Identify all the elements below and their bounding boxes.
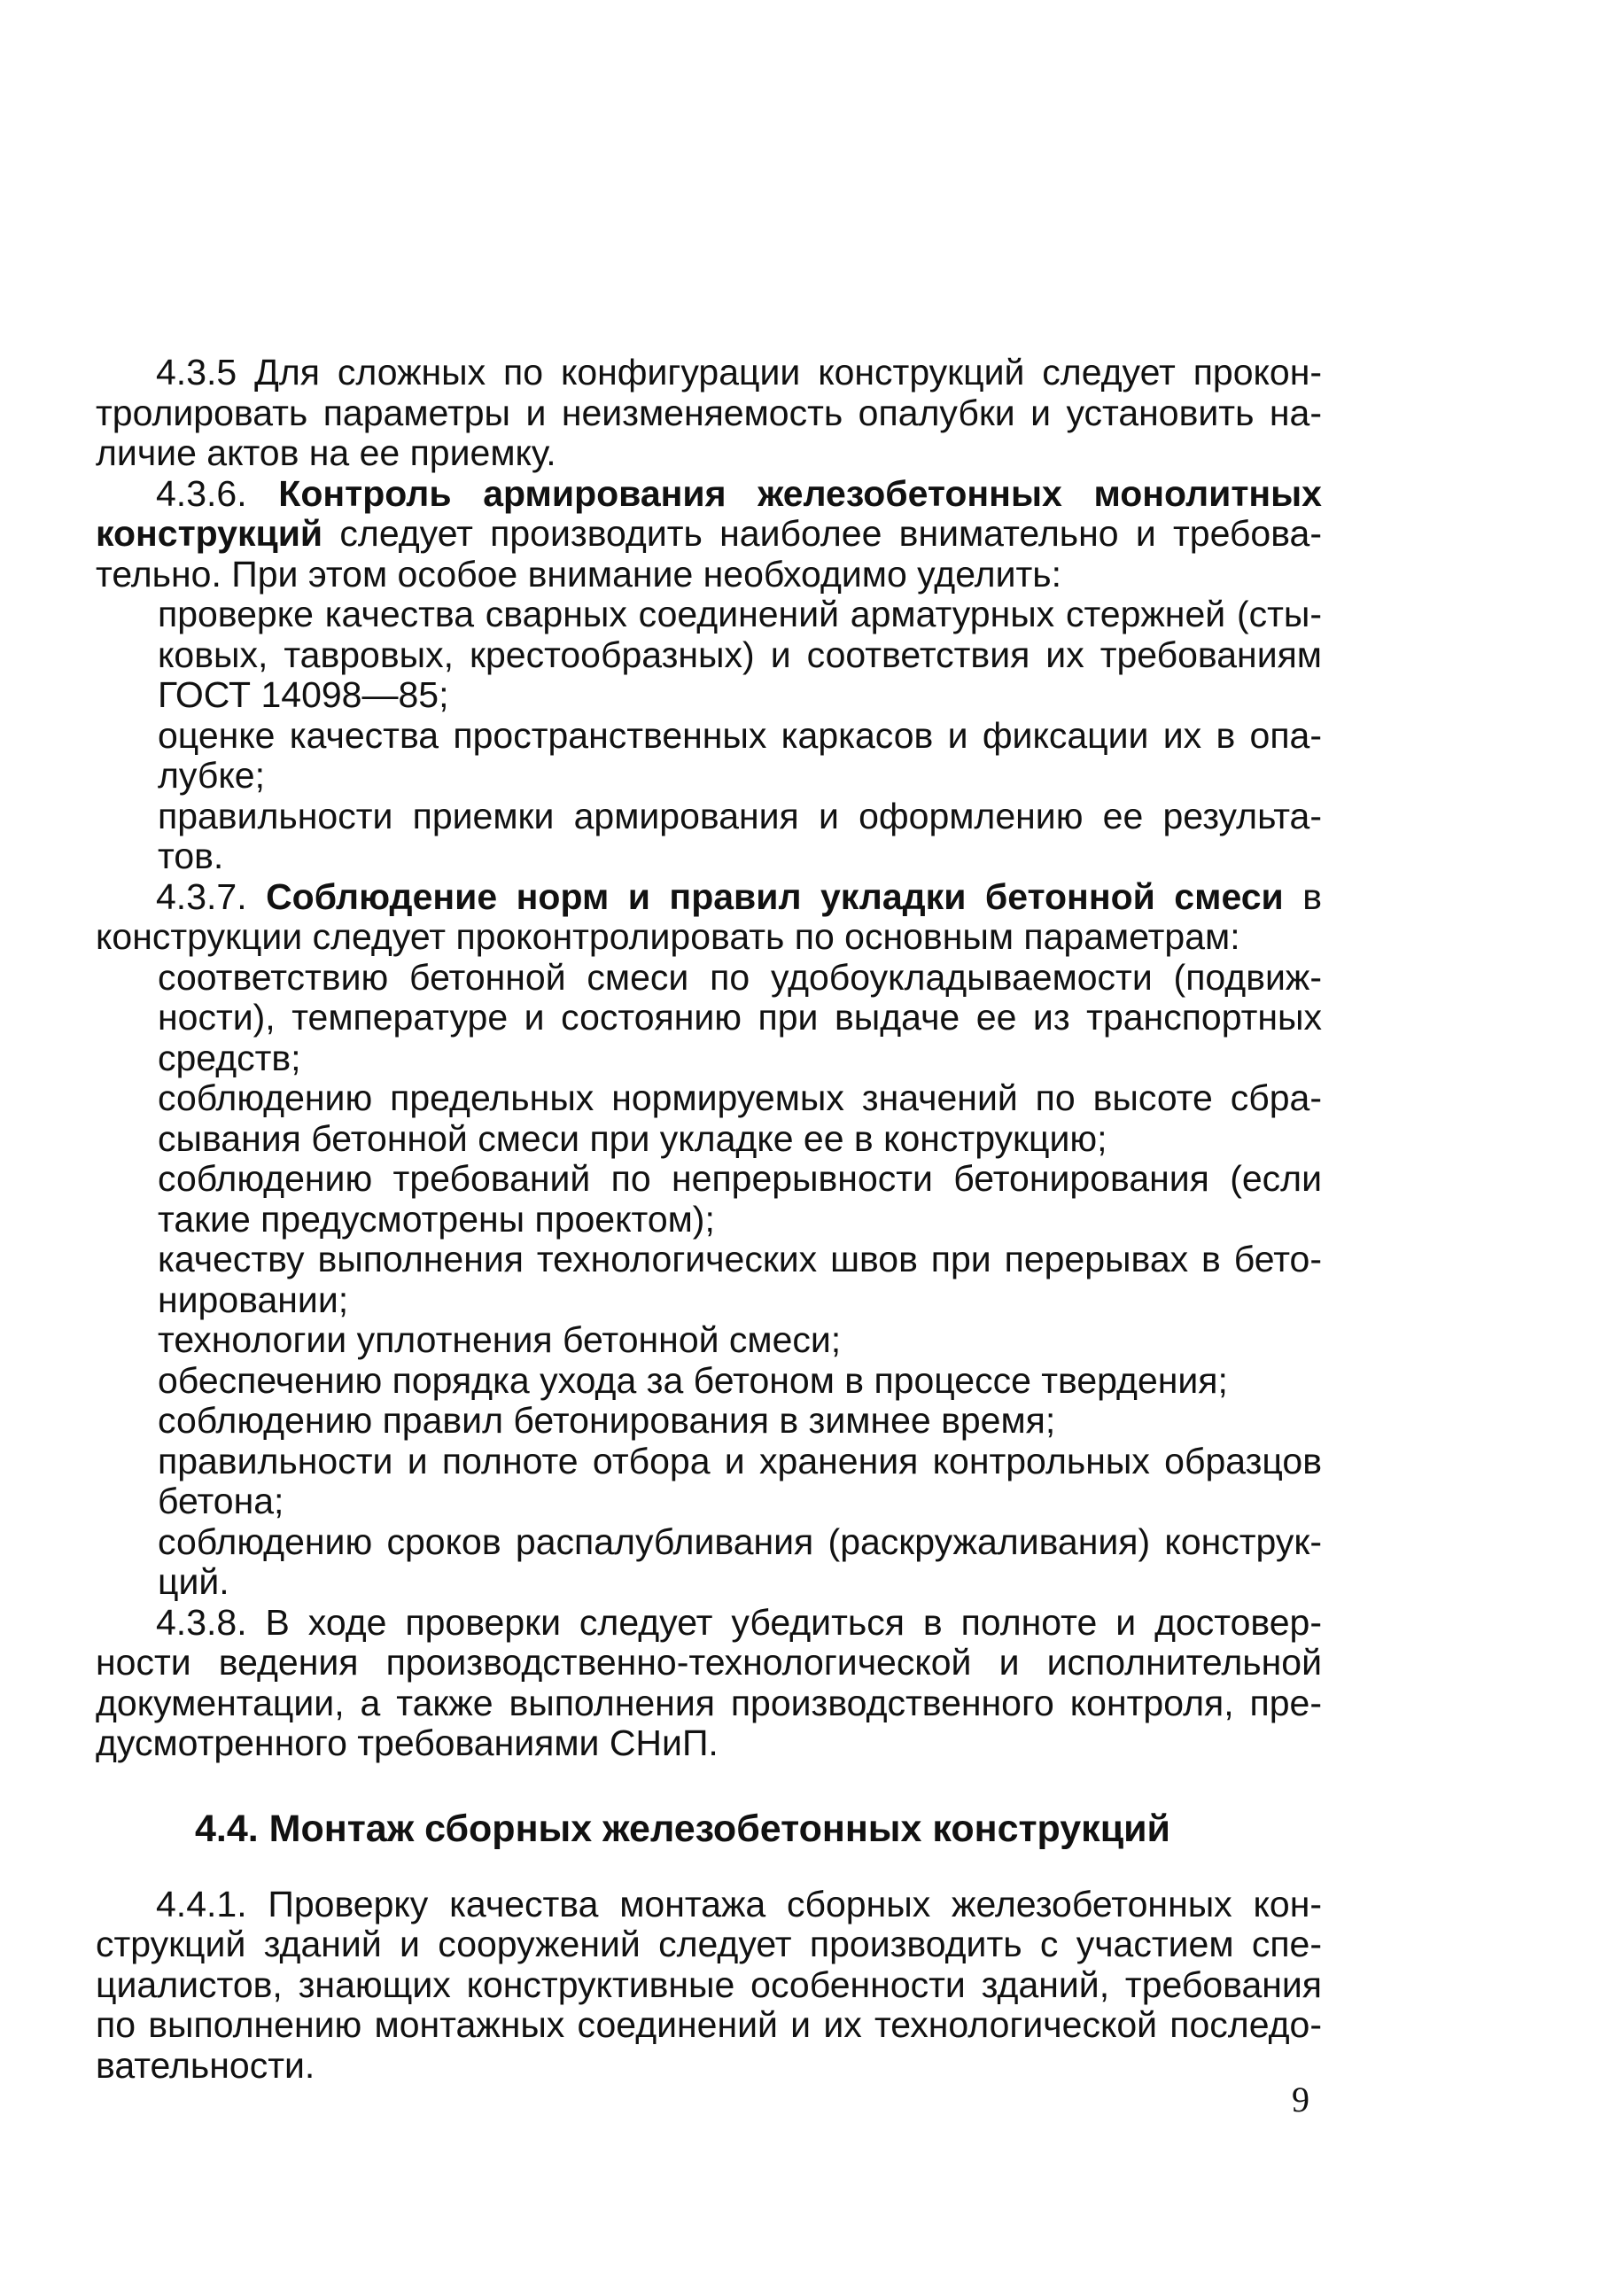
- list-item-line: ций.: [158, 1561, 229, 1602]
- text-line: дусмотренного требованиями СНиП.: [96, 1722, 719, 1763]
- text-line: документации, а также выполнения производственного контроля, пре-: [96, 1682, 1322, 1723]
- text-line: 4.4.1. Проверку качества монтажа сборных железобетонных кон-: [156, 1883, 1322, 1924]
- list-item-line: нировании;: [158, 1279, 349, 1320]
- text-line: тролировать параметры и неизменяемость опалубки и установить на-: [96, 392, 1322, 433]
- text-line: личие актов на ее приемку.: [96, 432, 556, 473]
- text-line: тельно. При этом особое внимание необходимо уделить:: [96, 553, 1062, 595]
- list-item-line: средств;: [158, 1037, 301, 1078]
- text-line: по выполнению монтажных соединений и их технологической последо-: [96, 2004, 1322, 2045]
- text-line: [96, 474, 1322, 515]
- list-item-line: тов.: [158, 836, 224, 876]
- list-item-line: соблюдению сроков распалубливания (раскружаливания) конструк-: [158, 1520, 1322, 1562]
- text-line: 4.3.8. В ходе проверки следует убедиться в полноте и достовер-: [156, 1601, 1322, 1643]
- list-item-line: проверке качества сварных соединений арматурных стержней (сты-: [158, 594, 1322, 634]
- list-item-line: соблюдению правил бетонирования в зимнее время;: [158, 1400, 1056, 1441]
- list-item-line: ГОСТ 14098—85;: [158, 674, 449, 715]
- document-page: [96, 353, 1322, 2086]
- clause-number: 4.3.7.: [156, 875, 247, 917]
- list-item-line: соблюдению предельных нормируемых значений по высоте сбра-: [158, 1077, 1322, 1118]
- clause-number: 4.3.6.: [156, 472, 247, 514]
- list-item-line: соответствию бетонной смеси по удобоукладываемости (подвиж-: [158, 956, 1322, 998]
- list-item-line: правильности приемки армирования и оформлению ее результа-: [158, 795, 1322, 836]
- text-line: вательности.: [96, 2044, 315, 2086]
- list-item-line: технологии уплотнения бетонной смеси;: [158, 1319, 842, 1360]
- text-line: ности ведения производственно-технологической и исполнительной: [96, 1642, 1322, 1683]
- bold-phrase: Соблюдение норм и правил укладки бетонной смеси: [266, 875, 1284, 917]
- text-line: струкций зданий и сооружений следует производить с участием спе-: [96, 1924, 1322, 1964]
- text-line: циалистов, знающих конструктивные особенности зданий, требования: [96, 1963, 1322, 2005]
- list-item-line: сывания бетонной смеси при укладке ее в конструкцию;: [158, 1117, 1107, 1159]
- list-item-line: правильности и полноте отбора и хранения контрольных образцов: [158, 1440, 1322, 1481]
- list-item-line: такие предусмотрены проектом);: [158, 1198, 715, 1240]
- list-item-line: обеспечению порядка ухода за бетоном в процессе твердения;: [158, 1359, 1228, 1401]
- paragraph-4-3-8: [96, 1603, 1322, 1764]
- text-line: 4.3.5 Для сложных по конфигурации конструкций следует прокон-: [156, 352, 1322, 393]
- paragraph-4-3-6: [96, 474, 1322, 877]
- list-item-line: качеству выполнения технологических швов при перерывах в бето-: [158, 1239, 1322, 1279]
- text-line: [96, 877, 1322, 918]
- bold-phrase: Контроль армирования железобетонных монолитных: [278, 472, 1322, 514]
- page-number: 9: [1292, 2080, 1309, 2119]
- list-item-line: ности), температуре и состоянию при выдаче ее из транспортных: [158, 997, 1322, 1038]
- bold-phrase: конструкций: [96, 513, 323, 554]
- list-item-line: ковых, тавровых, крестообразных) и соответствия их требованиям: [158, 634, 1322, 675]
- paragraph-4-3-7: [96, 877, 1322, 1603]
- paragraph-4-4-1: [96, 1885, 1322, 2087]
- list-item-line: лубке;: [158, 755, 265, 796]
- list-item-line: бетона;: [158, 1481, 284, 1521]
- text-fragment: следует производить наиболее внимательно и требова-: [339, 513, 1322, 554]
- section-heading: 4.4. Монтаж сборных железобетонных конструкций: [195, 1807, 1170, 1850]
- paragraph-4-3-5: [96, 353, 1322, 474]
- text-line: конструкции следует проконтролировать по основным параметрам:: [96, 916, 1240, 957]
- list-item-line: соблюдению требований по непрерывности бетонирования (если: [158, 1158, 1322, 1199]
- list-item-line: оценке качества пространственных каркасов и фиксации их в опа-: [158, 714, 1322, 756]
- text-fragment: в: [1302, 875, 1322, 917]
- text-line: [96, 514, 1322, 555]
